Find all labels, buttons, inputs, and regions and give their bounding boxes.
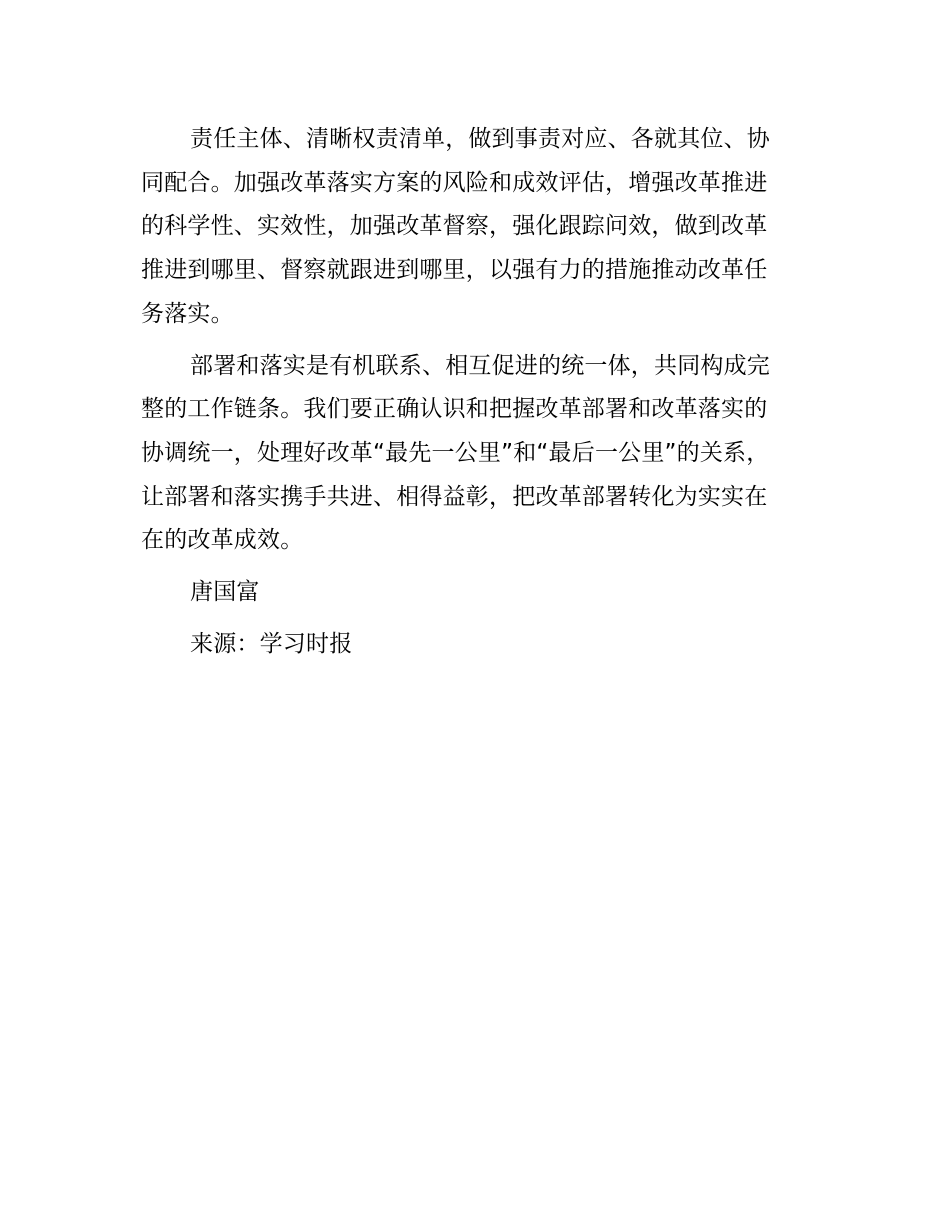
paragraph-1-line-5: 务落实。 [141,301,234,327]
paragraph-2-line-4: 让部署和落实携手共进、相得益彰，把改革部署转化为实实在 [141,484,768,510]
paragraph-2-line-3: 协调统一，处理好改革“最先一公里”和“最后一公里”的关系， [141,440,770,466]
paragraph-1-line-2: 同配合。加强改革落实方案的风险和成效评估，增强改革推进 [141,170,768,196]
source-line: 来源：学习时报 [190,631,353,657]
paragraph-2-line-1: 部署和落实是有机联系、相互促进的统一体，共同构成完 [190,353,770,379]
author-name: 唐国富 [190,579,260,605]
paragraph-2-line-5: 在的改革成效。 [141,527,304,553]
paragraph-2-line-2: 整的工作链条。我们要正确认识和把握改革部署和改革落实的 [141,396,768,422]
paragraph-1-line-1: 责任主体、清晰权责清单，做到事责对应、各就其位、协 [190,126,770,152]
paragraph-1-line-4: 推进到哪里、督察就跟进到哪里，以强有力的措施推动改革任 [141,257,768,283]
paragraph-1-line-3: 的科学性、实效性，加强改革督察，强化跟踪问效，做到改革 [141,213,768,239]
